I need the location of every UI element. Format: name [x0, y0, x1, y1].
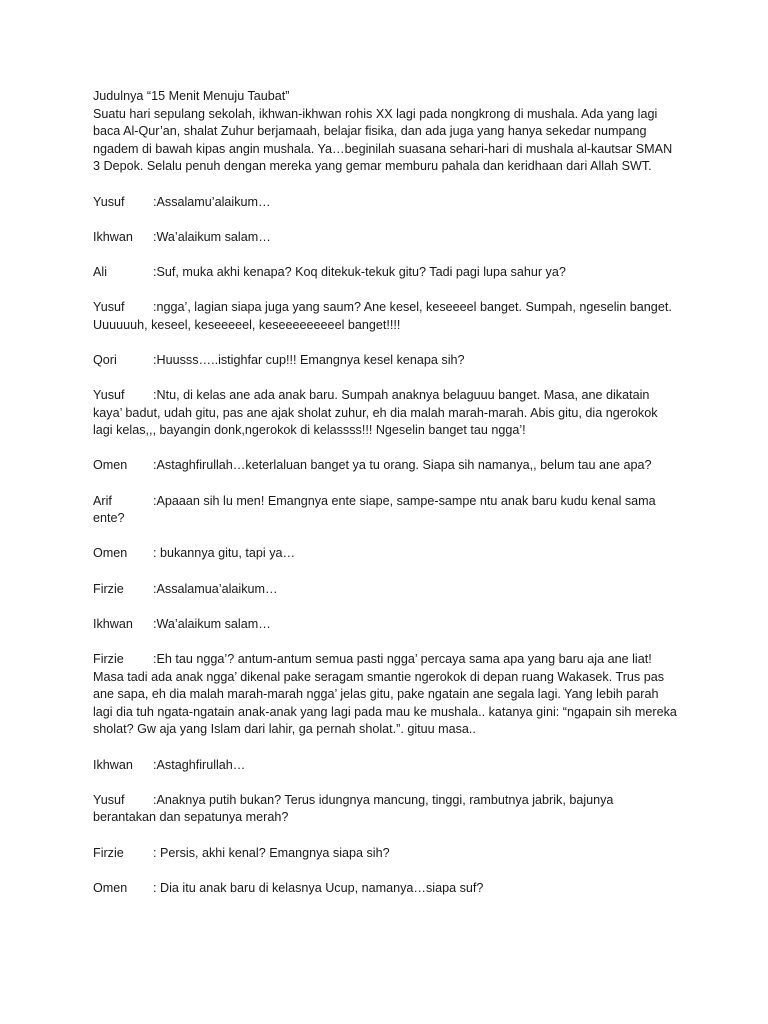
dialog-line — [93, 845, 678, 863]
dialog-line — [93, 299, 678, 334]
speaker-name: Omen — [93, 546, 128, 561]
dialog-line — [93, 616, 678, 634]
dialog-text: :Wa’alaikum salam… — [153, 229, 271, 244]
dialog-line — [93, 194, 678, 212]
intro-paragraph: Suatu hari sepulang sekolah, ikhwan-ikhwan rohis XX lagi pada nongkrong di mushala. Ada yang lagi baca Al-Qur’an, shalat Zuhur berjamaah, belajar fisika, dan ada juga yang hanya sekedar numpang ngadem di bawah kipas angin mushala. Ya…beginilah suasana sehari-hari di mushala al-kautsar SMAN 3 Depok. Selalu penuh dengan mereka yang gemar memburu pahala dan keridhaan dari Allah SWT. — [93, 106, 673, 174]
dialog-text: : Dia itu anak baru di kelasnya Ucup, namanya…siapa suf? — [153, 880, 484, 895]
dialog-text: :Eh tau ngga’? antum-antum semua pasti ngga’ percaya sama apa yang baru aja ane liat! Masa tadi ada anak ngga’ dikenal pake seragam smantie ngerokok di depan ruang Wakasek. Trus pas ane sapa, eh dia malah marah-marah ngga’ jelas gitu, pake ngatain ane segala lagi. Yang lebih parah lagi dia tuh ngata-ngatain anak-anak yang lagi pada mau ke mushala.. katanya gini: “ngapain sih mereka sholat? Gw aja yang Islam dari lahir, ga pernah sholat.”. gituu masa.. — [93, 652, 677, 737]
speaker-name: Yusuf — [93, 388, 125, 403]
dialog-line — [93, 651, 678, 739]
dialog-text: :Assalamua’alaikum… — [153, 581, 278, 596]
dialog-line — [93, 352, 678, 370]
dialog-line — [93, 457, 678, 475]
dialog-line — [93, 493, 678, 528]
speaker-name: Yusuf — [93, 300, 125, 315]
speaker-name: Ikhwan — [93, 616, 133, 631]
speaker-name: Firzie — [93, 652, 124, 666]
dialog-text: :Assalamu’alaikum… — [153, 194, 271, 209]
dialog-line — [93, 880, 678, 898]
speaker-name: Arif — [93, 493, 112, 508]
speaker-name: Yusuf — [93, 194, 125, 209]
dialog-text: :ngga’, lagian siapa juga yang saum? Ane kesel, keseeeel banget. Sumpah, ngeselin banget. Uuuuuuh, keseel, keseeeeel, keseeeeeeeeel banget!!!! — [93, 300, 672, 332]
speaker-name: Omen — [93, 458, 128, 473]
dialog-line — [93, 757, 678, 775]
speaker-name: Yusuf — [93, 792, 125, 807]
dialog-text: :Apaaan sih lu men! Emangnya ente siape, sampe-sampe ntu anak baru kudu kenal sama ente? — [93, 493, 656, 526]
speaker-name: Ikhwan — [93, 229, 133, 244]
dialog-line — [93, 545, 678, 563]
dialog-text: :Wa’alaikum salam… — [153, 616, 271, 631]
dialog-line — [93, 792, 678, 827]
dialog-list — [93, 194, 678, 898]
dialog-text: : Persis, akhi kenal? Emangnya siapa sih? — [153, 845, 390, 860]
speaker-name: Omen — [93, 880, 128, 895]
dialog-text: :Astaghfirullah… — [153, 757, 246, 772]
dialog-text: :Huusss…..istighfar cup!!! Emangnya kesel kenapa sih? — [153, 352, 465, 367]
speaker-name: Firzie — [93, 581, 124, 596]
dialog-line — [93, 229, 678, 247]
dialog-text: :Suf, muka akhi kenapa? Koq ditekuk-tekuk gitu? Tadi pagi lupa sahur ya? — [153, 264, 566, 279]
document-title: Judulnya “15 Menit Menuju Taubat” — [93, 89, 290, 103]
dialog-line — [93, 387, 678, 440]
dialog-text: :Astaghfirullah…keterlaluan banget ya tu orang. Siapa sih namanya,, belum tau ane apa? — [153, 458, 652, 473]
document-body — [93, 88, 678, 915]
dialog-text: : bukannya gitu, tapi ya… — [153, 546, 296, 561]
speaker-name: Qori — [93, 352, 117, 367]
speaker-name: Ikhwan — [93, 757, 133, 772]
dialog-line — [93, 581, 678, 599]
speaker-name: Ali — [93, 264, 107, 279]
dialog-text: :Anaknya putih bukan? Terus idungnya mancung, tinggi, rambutnya jabrik, bajunya berantakan dan sepatunya merah? — [93, 792, 614, 825]
speaker-name: Firzie — [93, 845, 124, 860]
dialog-text: :Ntu, di kelas ane ada anak baru. Sumpah anaknya belaguuu banget. Masa, ane dikatain kaya’ badut, udah gitu, pas ane ajak sholat zuhur, eh dia malah marah-marah. Abis gitu, dia ngerokok lagi kelas,,, bayangin donk,ngerokok di kelassss!!! Ngeselin banget tau ngga’! — [93, 388, 658, 438]
dialog-line — [93, 264, 678, 282]
